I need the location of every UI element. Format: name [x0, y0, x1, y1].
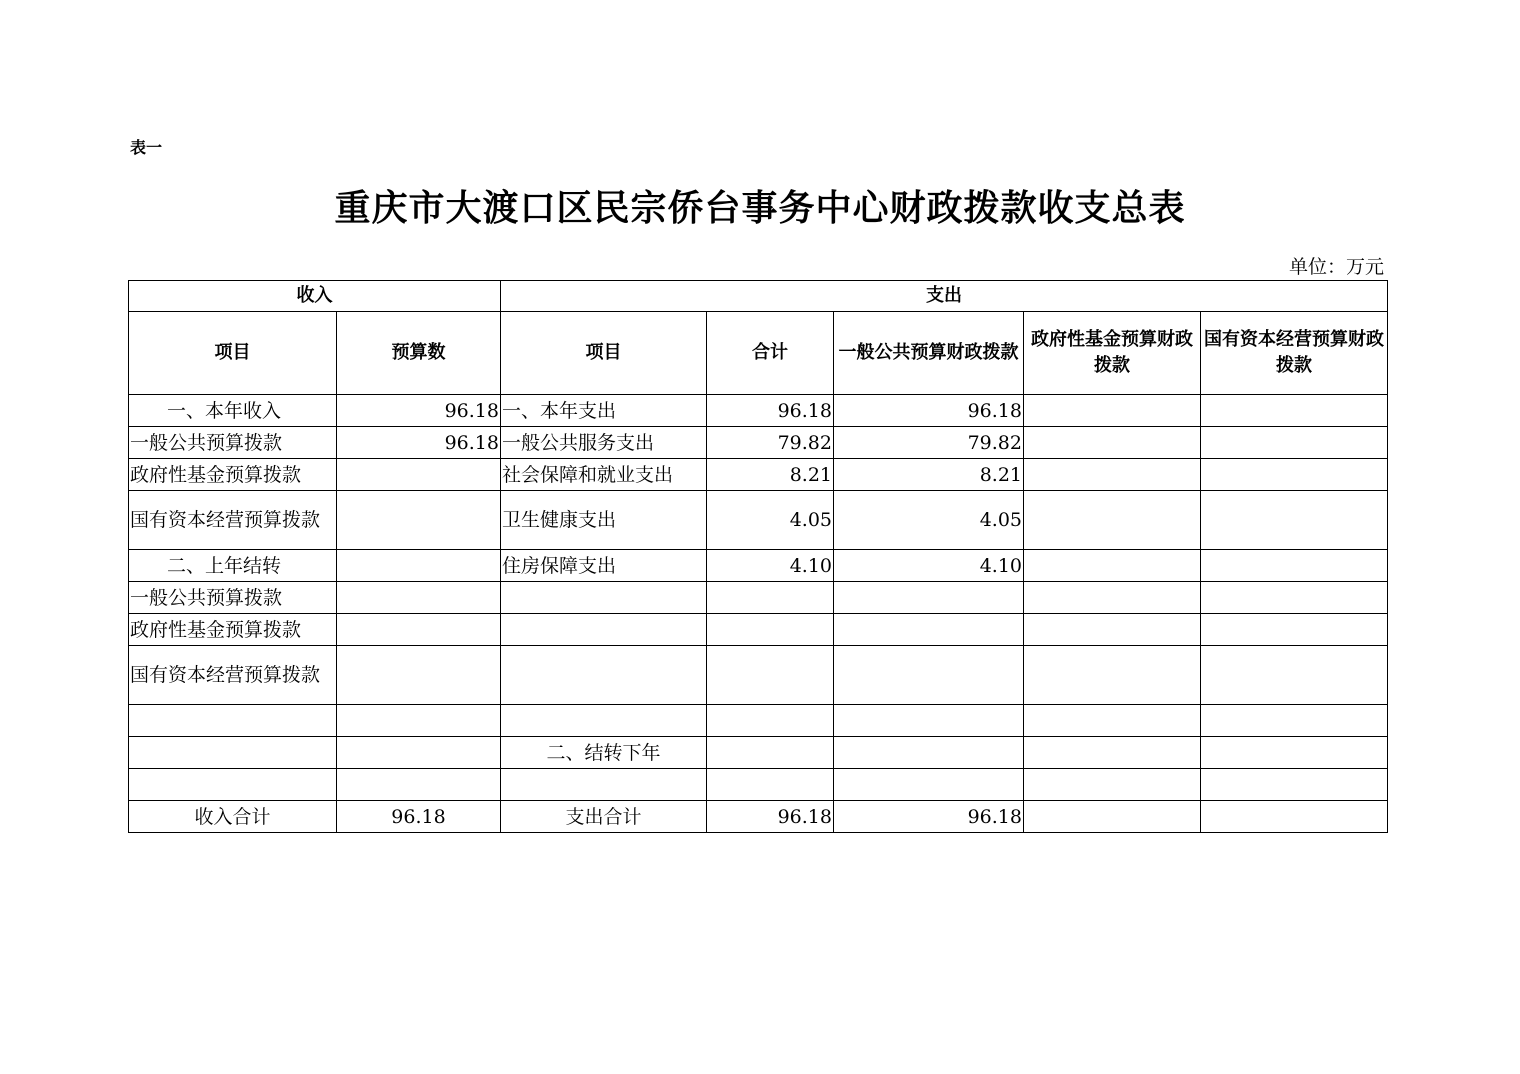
total-cell: 8.21 [707, 459, 834, 491]
document-title: 重庆市大渡口区民宗侨台事务中心财政拨款收支总表 [334, 187, 1186, 229]
table-row [129, 582, 1388, 614]
general-budget-cell [834, 705, 1024, 737]
expense-item-cell [501, 769, 707, 801]
general-budget-cell [834, 582, 1024, 614]
gov-fund-cell [1024, 705, 1201, 737]
general-budget-cell [834, 769, 1024, 801]
state-capital-cell [1201, 550, 1388, 582]
expense-item-cell: 住房保障支出 [501, 550, 707, 582]
gov-fund-cell [1024, 459, 1201, 491]
income-budget-cell [337, 491, 501, 550]
income-budget-cell [337, 769, 501, 801]
income-budget-cell [337, 459, 501, 491]
expense-item-cell [501, 705, 707, 737]
table-row [129, 459, 1388, 491]
state-capital-cell [1201, 491, 1388, 550]
income-budget-cell [337, 582, 501, 614]
income-budget-cell [337, 614, 501, 646]
table-row [129, 646, 1388, 705]
gov-fund-cell [1024, 550, 1201, 582]
total-cell: 4.05 [707, 491, 834, 550]
total-cell: 79.82 [707, 427, 834, 459]
income-budget-cell: 96.18 [337, 801, 501, 833]
state-capital-cell [1201, 614, 1388, 646]
general-budget-cell: 96.18 [834, 801, 1024, 833]
state-capital-cell [1201, 646, 1388, 705]
col-total: 合计 [707, 312, 834, 395]
income-item-cell: 国有资本经营预算拨款 [129, 646, 337, 705]
unit-label: 单位：万元 [1288, 256, 1384, 278]
expense-item-cell: 支出合计 [501, 801, 707, 833]
total-cell [707, 737, 834, 769]
total-cell [707, 705, 834, 737]
table-row [129, 395, 1388, 427]
expense-item-cell [501, 646, 707, 705]
total-cell: 96.18 [707, 395, 834, 427]
gov-fund-cell [1024, 427, 1201, 459]
col-expense-item: 项目 [501, 312, 707, 395]
income-budget-cell: 96.18 [337, 427, 501, 459]
total-cell [707, 769, 834, 801]
column-header-row [129, 312, 1388, 395]
general-budget-cell [834, 646, 1024, 705]
gov-fund-cell [1024, 801, 1201, 833]
income-section-header: 收入 [129, 281, 501, 312]
income-item-cell: 收入合计 [129, 801, 337, 833]
state-capital-cell [1201, 395, 1388, 427]
table-row [129, 550, 1388, 582]
expense-item-cell [501, 614, 707, 646]
income-item-cell [129, 737, 337, 769]
general-budget-cell: 96.18 [834, 395, 1024, 427]
general-budget-cell [834, 737, 1024, 769]
income-item-cell: 一般公共预算拨款 [129, 427, 337, 459]
income-item-cell [129, 769, 337, 801]
table-row [129, 491, 1388, 550]
general-budget-cell: 4.10 [834, 550, 1024, 582]
table-row [129, 614, 1388, 646]
state-capital-cell [1201, 427, 1388, 459]
income-item-cell: 政府性基金预算拨款 [129, 614, 337, 646]
gov-fund-cell [1024, 582, 1201, 614]
section-header-row [129, 281, 1388, 312]
total-cell [707, 582, 834, 614]
col-income-item: 项目 [129, 312, 337, 395]
general-budget-cell: 8.21 [834, 459, 1024, 491]
total-cell [707, 614, 834, 646]
table-row [129, 737, 1388, 769]
expense-section-header: 支出 [501, 281, 1388, 312]
gov-fund-cell [1024, 395, 1201, 427]
state-capital-cell [1201, 801, 1388, 833]
gov-fund-cell [1024, 491, 1201, 550]
expense-item-cell: 二、结转下年 [501, 737, 707, 769]
table-row [129, 769, 1388, 801]
totals-row [129, 801, 1388, 833]
gov-fund-cell [1024, 646, 1201, 705]
income-budget-cell [337, 646, 501, 705]
income-budget-cell [337, 550, 501, 582]
table-row [129, 705, 1388, 737]
income-item-cell: 二、上年结转 [129, 550, 337, 582]
state-capital-cell [1201, 737, 1388, 769]
income-item-cell: 国有资本经营预算拨款 [129, 491, 337, 550]
gov-fund-cell [1024, 737, 1201, 769]
income-budget-cell: 96.18 [337, 395, 501, 427]
expense-item-cell: 社会保障和就业支出 [501, 459, 707, 491]
col-state-capital: 国有资本经营预算财政拨款 [1201, 312, 1388, 395]
table-number-label: 表一 [130, 138, 163, 157]
total-cell: 4.10 [707, 550, 834, 582]
expense-item-cell: 卫生健康支出 [501, 491, 707, 550]
budget-table [128, 280, 1388, 833]
general-budget-cell: 4.05 [834, 491, 1024, 550]
income-budget-cell [337, 705, 501, 737]
income-item-cell [129, 705, 337, 737]
col-general-budget: 一般公共预算财政拨款 [834, 312, 1024, 395]
income-budget-cell [337, 737, 501, 769]
state-capital-cell [1201, 459, 1388, 491]
general-budget-cell: 79.82 [834, 427, 1024, 459]
col-gov-fund: 政府性基金预算财政拨款 [1024, 312, 1201, 395]
gov-fund-cell [1024, 769, 1201, 801]
total-cell: 96.18 [707, 801, 834, 833]
general-budget-cell [834, 614, 1024, 646]
expense-item-cell: 一、本年支出 [501, 395, 707, 427]
income-item-cell: 政府性基金预算拨款 [129, 459, 337, 491]
state-capital-cell [1201, 769, 1388, 801]
income-item-cell: 一般公共预算拨款 [129, 582, 337, 614]
gov-fund-cell [1024, 614, 1201, 646]
expense-item-cell [501, 582, 707, 614]
state-capital-cell [1201, 582, 1388, 614]
state-capital-cell [1201, 705, 1388, 737]
total-cell [707, 646, 834, 705]
income-item-cell: 一、本年收入 [129, 395, 337, 427]
table-row [129, 427, 1388, 459]
expense-item-cell: 一般公共服务支出 [501, 427, 707, 459]
col-income-budget: 预算数 [337, 312, 501, 395]
